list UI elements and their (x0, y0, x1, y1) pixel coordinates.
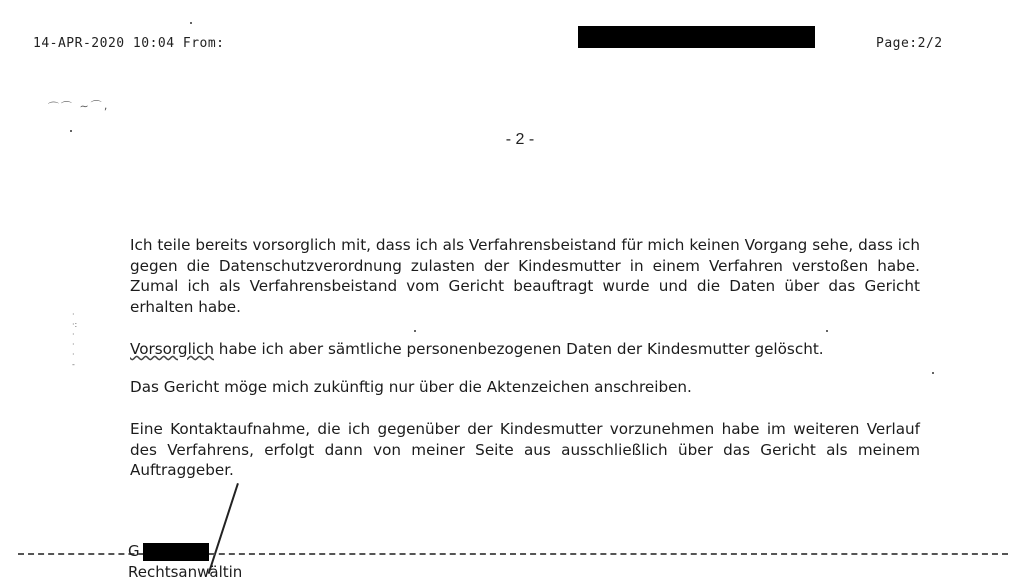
signer-title: Rechtsanwältin (128, 563, 243, 581)
speck (70, 130, 72, 132)
paragraph-1: Ich teile bereits vorsorglich mit, dass ich als Verfahrensbeistand für mich keinen Vorgang sehe, dass ich gegen die Datenschutzverordnung zulasten der Kindesmutter in einem Verfahren verstoßen habe. Zumal ich als Verfahrensbeistand vom Gericht beauftragt wurde und die Daten über das Gericht erhalten habe. (130, 236, 920, 316)
paragraph-3: Das Gericht möge mich zukünftig nur über die Aktenzeichen anschreiben. (130, 378, 692, 396)
paragraph-4: Eine Kontaktaufnahme, die ich gegenüber der Kindesmutter vorzunehmen habe im weiteren Verlauf des Verfahrens, erfolgt dann von meiner Seite aus ausschließlich über das Gericht als meinem Auftraggeber. (130, 420, 920, 479)
fax-header (0, 0, 1024, 60)
fax-timestamp: 14-APR-2020 10:04 From: (33, 36, 225, 51)
speck (190, 22, 192, 24)
redacted-sender (578, 26, 815, 48)
paragraph-2 (130, 339, 920, 360)
paragraph-2-lead-word: Vorsorglich (130, 340, 214, 358)
margin-marks: · ·: · · · ‐ (72, 310, 78, 369)
signature-stroke (208, 483, 239, 574)
speck (414, 330, 416, 332)
handwritten-scribble: ⌒⌒ ∼⌒, (47, 98, 110, 115)
fax-page-indicator: Page:2/2 (876, 36, 943, 51)
speck (932, 372, 934, 374)
speck (826, 330, 828, 332)
redacted-signer-name (143, 543, 209, 561)
page-number: - 2 - (505, 131, 535, 148)
paragraph-2-text: habe ich aber sämtliche personenbezogenen Daten der Kindesmutter gelöscht. (213, 340, 824, 358)
signer-initial: G (128, 542, 140, 560)
